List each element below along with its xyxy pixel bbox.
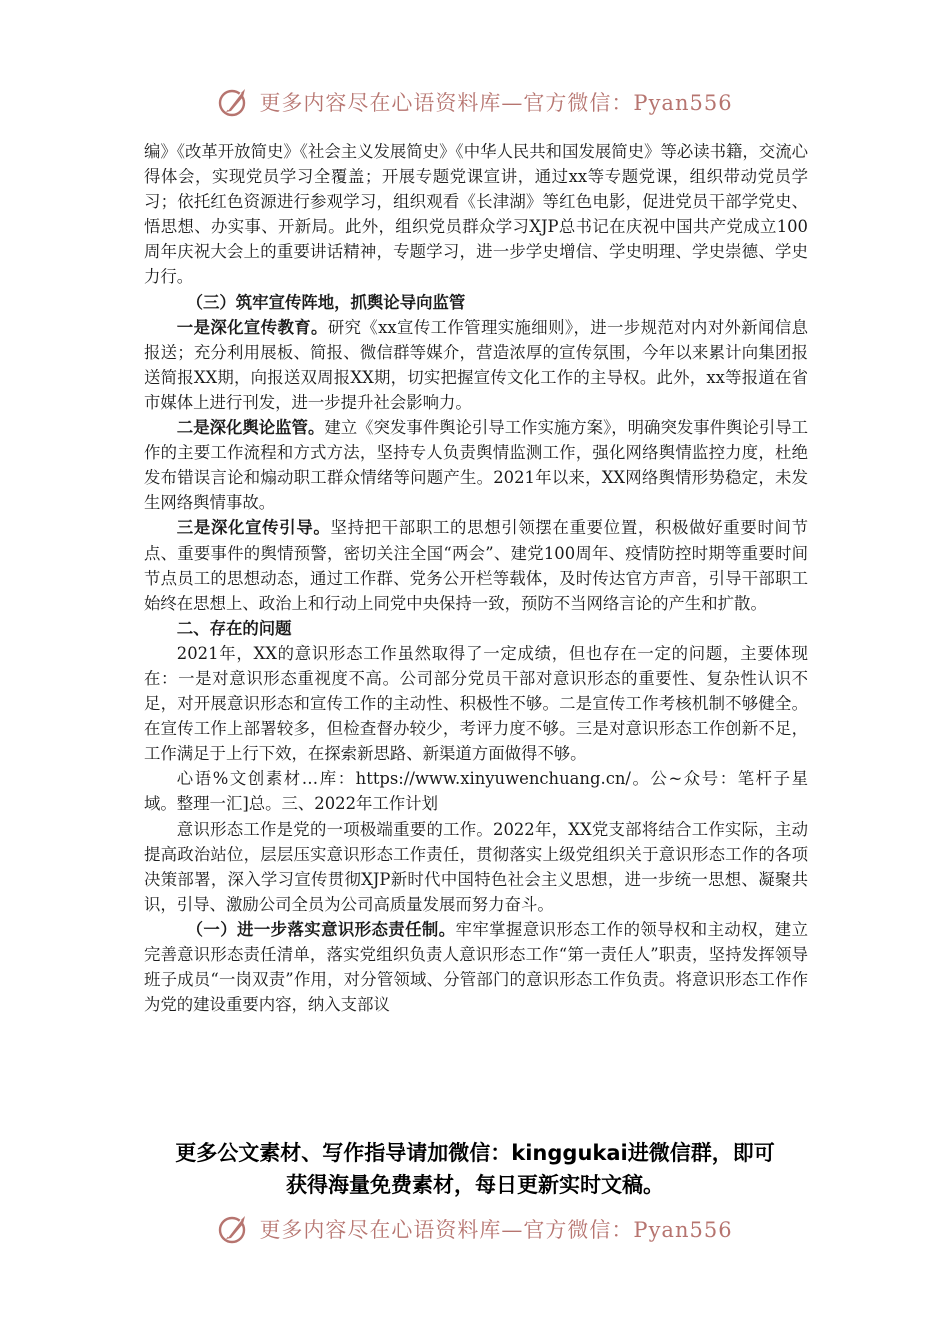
quill-logo-icon — [217, 1212, 251, 1246]
footer-watermark-text: 更多内容尽在心语资料库—官方微信：Pyan556 — [259, 1218, 733, 1242]
header-watermark-text: 更多内容尽在心语资料库—官方微信：Pyan556 — [259, 91, 733, 115]
header-watermark — [0, 82, 950, 122]
paragraph-continued: 编》《改革开放简史》《社会主义发展简史》《中华人民共和国发展简史》等必读书籍，交流心得体会，实现党员学习全覆盖；开展专题党课宣讲，通过xx等专题党课，组织带动党员学习；依托红色资源进行参观学习，组织观看《长津湖》等红色电影，促进党员干部学党史、悟思想、办实事、开新局。此外，组织党员群众学习XJP总书记在庆祝中国共产党成立100周年庆祝大会上的重要讲话精神，专题学习，进一步学史增信、学史明理、学史崇德、学史力行。 — [144, 142, 808, 287]
paragraph-publicity-education: 一是深化宣传教育。研究《xx宣传工作管理实施细则》，进一步规范对内对外新闻信息报送；充分利用展板、简报、微信群等媒介，营造浓厚的宣传氛围，今年以来累计向集团报送简报XX期，向报送双周报XX期，切实把握宣传文化工作的主导权。此外，xx等报道在省市媒体上进行刊发，进一步提升社会影响力。 — [144, 317, 808, 412]
paragraph-problems: 2021年，XX的意识形态工作虽然取得了一定成绩，但也存在一定的问题，主要体现在：一是对意识形态重视度不高。公司部分党员干部对意识形态的重要性、复杂性认识不足，对开展意识形态和宣传工作的主动性、积极性不够。二是宣传工作考核机制不够健全。在宣传工作上部署较多，但检查督办较少，考评力度不够。三是对意识形态工作创新不足，工作满足于上行下效，在探索新思路、新渠道方面做得不够。 — [144, 643, 808, 764]
promo-line-1: 更多公文素材、写作指导请加微信：kinggukai进微信群，即可 — [175, 1141, 775, 1165]
footer-watermark — [0, 1209, 950, 1249]
paragraph-opinion-supervision: 二是深化舆论监管。建立《突发事件舆论引导工作实施方案》，明确突发事件舆论引导工作的主要工作流程和方式方法，坚持专人负责舆情监测工作，强化网络舆情监控力度，杜绝发布错误言论和煽动职工群众情绪等问题产生。2021年以来，XX网络舆情形势稳定，未发生网络舆情事故。 — [144, 418, 808, 513]
section-heading-publicity: （三）筑牢宣传阵地，抓舆论导向监管 — [186, 292, 466, 312]
paragraph-source-note: 心语%文创素材…库：https://www.xinyuwenchuang.cn/。公~众号：笔杆子星域。整理一汇]总。三、2022年工作计划 — [144, 769, 808, 814]
paragraph-publicity-guidance: 三是深化宣传引导。坚持把干部职工的思想引领摆在重要位置，积极做好重要时间节点、重要事件的舆情预警，密切关注全国“两会”、建党100周年、疫情防控时期等重要时间节点员工的思想动态，通过工作群、党务公开栏等载体，及时传达官方声音，引导干部职工始终在思想上、政治上和行动上同党中央保持一致，预防不当网络言论的产生和扩散。 — [144, 518, 808, 613]
section-heading-problems: 二、存在的问题 — [176, 618, 292, 638]
paragraph-responsibility: （一）进一步落实意识形态责任制。牢牢掌握意识形态工作的领导权和主动权，建立完善意识形态责任清单，落实党组织负责人意识形态工作“第一责任人”职责，坚持发挥领导班子成员“一岗双责”作用，对分管领域、分管部门的意识形态工作负责。将意识形态工作作为党的建设重要内容，纳入支部议 — [144, 919, 809, 1015]
paragraph-work-plan: 意识形态工作是党的一项极端重要的工作。2022年，XX党支部将结合工作实际，主动提高政治站位，层层压实意识形态工作责任，贯彻落实上级党组织关于意识形态工作的各项决策部署，深入学习宣传贯彻XJP新时代中国特色社会主义思想，进一步统一思想、凝聚共识，引导、激励公司全员为公司高质量发展而努力奋斗。 — [144, 819, 808, 914]
promo-notice — [0, 1137, 950, 1201]
document-body — [144, 139, 808, 1017]
promo-line-2: 获得海量免费素材，每日更新实时文稿。 — [286, 1173, 664, 1197]
quill-logo-icon — [217, 85, 251, 119]
